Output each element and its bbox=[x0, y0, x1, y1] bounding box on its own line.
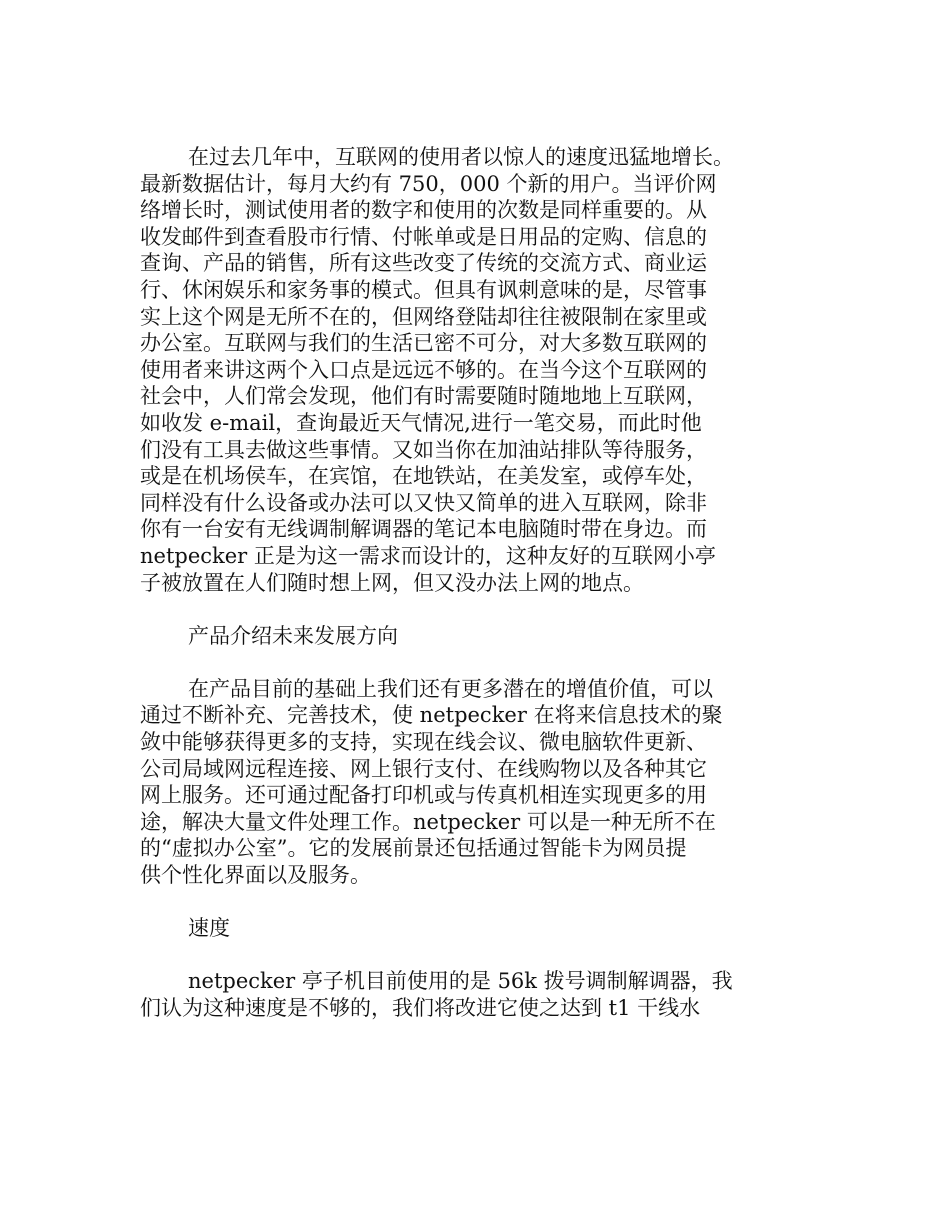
text-line: 最新数据估计，每月大约有 750，000 个新的用户。当评价网 bbox=[140, 171, 717, 196]
paragraph-spacer bbox=[140, 596, 830, 623]
text-line: 们认为这种速度是不够的，我们将改进它使之达到 t1 干线水 bbox=[140, 996, 701, 1020]
text-line: 通过不断补充、完善技术，使 netpecker 在将来信息技术的聚 bbox=[140, 703, 723, 728]
text-line: 途，解决大量文件处理工作。netpecker 可以是一种无所不在 bbox=[140, 809, 716, 834]
text-line: 同样没有什么设备或办法可以又快又简单的进入互联网，除非 bbox=[140, 490, 707, 515]
paragraph-spacer bbox=[140, 942, 830, 969]
text-line: 查询、产品的销售，所有这些改变了传统的交流方式、商业运 bbox=[140, 251, 707, 276]
text-line: 在产品目前的基础上我们还有更多潜在的增值价值，可以 bbox=[188, 676, 713, 701]
text-line: 使用者来讲这两个入口点是远远不够的。在当今这个互联网的 bbox=[140, 357, 707, 382]
text-line: netpecker 亭子机目前使用的是 56k 拨号调制解调器，我 bbox=[188, 969, 733, 994]
text-line: 供个性化界面以及服务。 bbox=[140, 863, 371, 888]
document-body bbox=[140, 144, 830, 1022]
paragraph-internet-growth bbox=[140, 144, 830, 596]
text-line: 们没有工具去做这些事情。又如当你在加油站排队等待服务， bbox=[140, 437, 707, 462]
text-line: 的“虚拟办公室”。它的发展前景还包括通过智能卡为网员提 bbox=[140, 836, 687, 861]
section-heading-speed bbox=[140, 915, 830, 942]
text-line: 你有一台安有无线调制解调器的笔记本电脑随时带在身边。而 bbox=[140, 517, 707, 542]
text-line: 公司局域网远程连接、网上银行支付、在线购物以及各种其它 bbox=[140, 756, 707, 781]
heading-text: 速度 bbox=[188, 916, 230, 941]
text-line: 如收发 e-mail，查询最近天气情况,进行一笔交易，而此时他 bbox=[140, 410, 702, 435]
text-line: 办公室。互联网与我们的生活已密不可分，对大多数互联网的 bbox=[140, 331, 707, 356]
text-line: 敛中能够获得更多的支持，实现在线会议、微电脑软件更新、 bbox=[140, 730, 707, 755]
paragraph-future-direction bbox=[140, 676, 830, 889]
text-line: 社会中，人们常会发现，他们有时需要随时随地地上互联网， bbox=[140, 384, 707, 409]
text-line: 子被放置在人们随时想上网，但又没办法上网的地点。 bbox=[140, 570, 644, 595]
heading-text: 产品介绍未来发展方向 bbox=[188, 623, 398, 648]
text-line: netpecker 正是为这一需求而设计的，这种友好的互联网小亭 bbox=[140, 543, 716, 568]
text-line: 收发邮件到查看股市行情、付帐单或是日用品的定购、信息的 bbox=[140, 224, 707, 249]
text-line: 实上这个网是无所不在的，但网络登陆却往往被限制在家里或 bbox=[140, 304, 707, 329]
paragraph-spacer bbox=[140, 649, 830, 676]
section-heading-future-direction bbox=[140, 623, 830, 650]
text-line: 在过去几年中，互联网的使用者以惊人的速度迅猛地增长。 bbox=[188, 145, 734, 169]
text-line: 行、休闲娱乐和家务事的模式。但具有讽刺意味的是，尽管事 bbox=[140, 277, 707, 302]
paragraph-speed bbox=[140, 968, 830, 1021]
text-line: 络增长时，测试使用者的数字和使用的次数是同样重要的。从 bbox=[140, 198, 707, 223]
paragraph-spacer bbox=[140, 889, 830, 916]
text-line: 网上服务。还可通过配备打印机或与传真机相连实现更多的用 bbox=[140, 783, 707, 808]
text-line: 或是在机场侯车，在宾馆，在地铁站，在美发室，或停车处， bbox=[140, 464, 707, 489]
